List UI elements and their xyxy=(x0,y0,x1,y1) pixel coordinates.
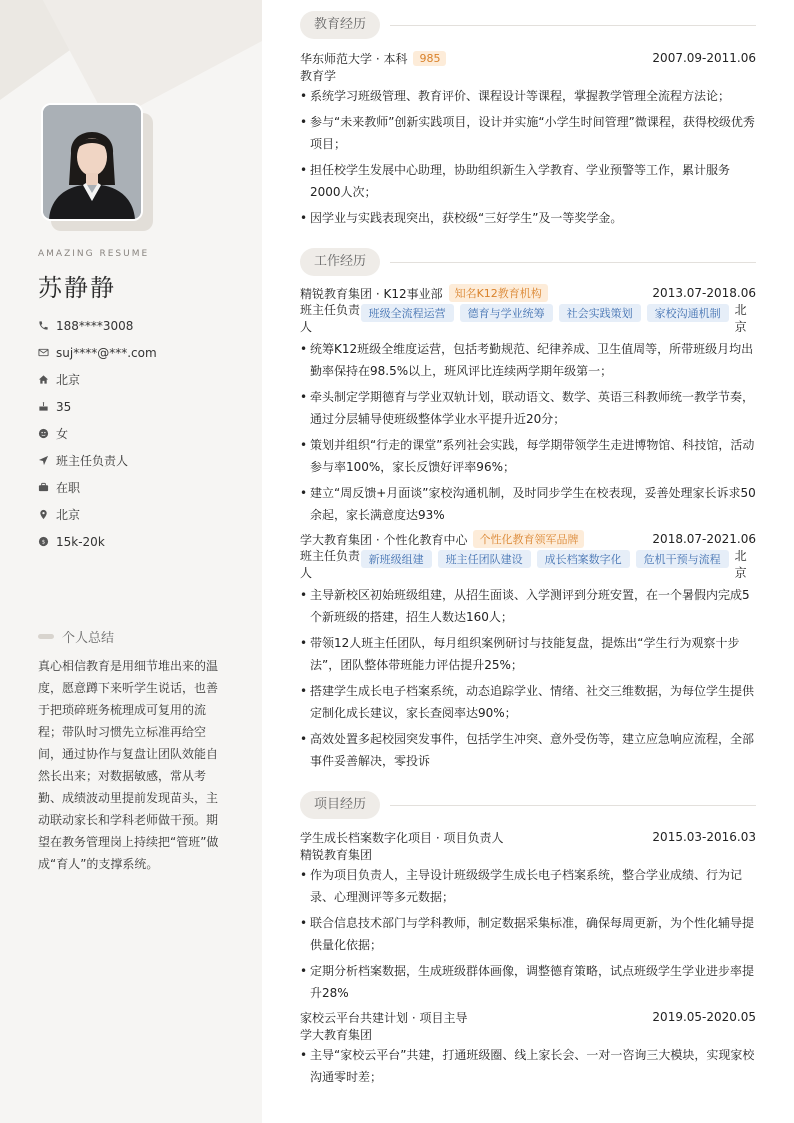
list-item: • 策划并组织“行走的课堂”系列社会实践，每学期带领学生走进博物馆、科技馆，活动参与率100%，家长反馈好评率96%； xyxy=(300,434,756,478)
list-item: • 主导新校区初始班级组建，从招生面谈、入学测评到分班安置，在一个暑假内完成5个新班级的搭建，招生人数达160人； xyxy=(300,584,756,628)
skill-tag: 新班级组建 xyxy=(361,550,432,568)
projects-section-header xyxy=(300,790,756,820)
job-bullets xyxy=(300,338,756,526)
project-org: 精锐教育集团 xyxy=(300,848,373,862)
skill-tag: 班主任团队建设 xyxy=(438,550,531,568)
info-age xyxy=(38,393,248,420)
info-position xyxy=(38,447,248,474)
project-bullets xyxy=(300,864,756,1004)
skill-tag: 社会实践策划 xyxy=(559,304,641,322)
sidebar xyxy=(0,0,262,1123)
info-city xyxy=(38,366,248,393)
job-dates: 2013.07-2018.06 xyxy=(652,286,756,300)
info-status-text: 在职 xyxy=(56,481,81,495)
project-dates: 2015.03-2016.03 xyxy=(652,830,756,844)
project-bullets xyxy=(300,1044,756,1088)
svg-text:$: $ xyxy=(41,539,46,546)
mail-icon xyxy=(38,347,56,358)
portrait-image xyxy=(43,105,141,219)
job-role: 班主任负责人 xyxy=(300,549,361,580)
list-item: • 因学业与实践表现突出，获校级“三好学生”及一等奖学金。 xyxy=(300,207,756,229)
info-position-text: 班主任负责人 xyxy=(56,454,129,468)
job-entry-2 xyxy=(300,530,756,776)
skill-tag: 危机干预与流程 xyxy=(636,550,729,568)
company-badge: 个性化教育领军品牌 xyxy=(473,530,584,548)
info-age-text: 35 xyxy=(56,399,72,414)
info-salary-text: 15k-20k xyxy=(56,534,105,549)
education-dates: 2007.09-2011.06 xyxy=(652,51,756,65)
list-item: • 担任校学生发展中心助理，协助组织新生入学教育、学业预警等工作，累计服务2000人次； xyxy=(300,159,756,203)
skill-tag: 德育与学业统筹 xyxy=(460,304,553,322)
phone-icon xyxy=(38,320,56,331)
summary-text: 真心相信教育是用细节堆出来的温度，愿意蹲下来听学生说话，也善于把琐碎班务梳理成可复用的流程；带队时习惯先立标准再给空间，通过协作与复盘让团队效能自然长出来；对数据敏感，常从考勤、成绩波动里提前发现苗头，主动联动家长和学科老师做干预。期望在教务管理岗上持续把“管班”做成“育人”的支撑系统。 xyxy=(38,659,219,871)
info-phone xyxy=(38,312,248,339)
list-item: • 定期分析档案数据，生成班级群体画像，调整德育策略，试点班级学生学业进步率提升28% xyxy=(300,960,756,1004)
info-phone-text: 188****3008 xyxy=(56,318,134,333)
education-section-title: 教育经历 xyxy=(300,11,380,39)
list-item: • 带领12人班主任团队，每月组织案例研讨与技能复盘，提炼出“学生行为观察十步法”，团队整体带班能力评估提升25%； xyxy=(300,632,756,676)
project-entry-2 xyxy=(300,1008,756,1092)
info-gender-text: 女 xyxy=(56,427,69,441)
home-icon xyxy=(38,374,56,385)
job-bullets xyxy=(300,584,756,772)
summary-title: 个人总结 xyxy=(62,631,115,646)
list-item: • 主导“家校云平台”共建，打通班级圈、线上家长会、一对一咨询三大模块，实现家校沟通零时差； xyxy=(300,1044,756,1088)
info-gender xyxy=(38,420,248,447)
project-entry-1 xyxy=(300,828,756,1008)
briefcase-icon xyxy=(38,482,56,493)
cake-icon xyxy=(38,401,56,412)
salary-icon xyxy=(38,536,56,547)
skill-tags xyxy=(361,548,735,568)
location-pin-icon xyxy=(38,509,56,520)
education-bullets xyxy=(300,85,756,229)
job-entry-1 xyxy=(300,284,756,530)
job-role: 班主任负责人 xyxy=(300,303,361,334)
gender-icon xyxy=(38,428,56,439)
info-email xyxy=(38,339,248,366)
list-item: • 参与“未来教师”创新实践项目，设计并实施“小学生时间管理”微课程，获得校级优秀项目； xyxy=(300,111,756,155)
project-dates: 2019.05-2020.05 xyxy=(652,1010,756,1024)
projects-section-title: 项目经历 xyxy=(300,791,380,819)
work-section-title: 工作经历 xyxy=(300,248,380,276)
info-email-text: suj****@***.com xyxy=(56,345,157,360)
education-section-header xyxy=(300,10,756,40)
info-target-city-text: 北京 xyxy=(56,508,81,522)
education-entry xyxy=(300,49,756,233)
job-dates: 2018.07-2021.06 xyxy=(652,532,756,546)
info-salary xyxy=(38,528,248,555)
company-name: 学大教育集团 · 个性化教育中心 xyxy=(300,532,468,547)
skill-tag: 班级全流程运营 xyxy=(361,304,454,322)
list-item: • 建立“周反馈+月面谈”家校沟通机制，及时同步学生在校表现，妥善处理家长诉求50余起，家长满意度达93% xyxy=(300,482,756,526)
job-location: 北京 xyxy=(734,549,747,580)
major: 教育学 xyxy=(300,69,337,83)
info-target-city xyxy=(38,501,248,528)
list-item: • 作为项目负责人，主导设计班级级学生成长电子档案系统，整合学业成绩、行为记录、心理测评等多元数据； xyxy=(300,864,756,908)
candidate-name: 苏静静 xyxy=(38,274,116,302)
company-name: 精锐教育集团 · K12事业部 xyxy=(300,286,443,301)
list-item: • 搭建学生成长电子档案系统，动态追踪学业、情绪、社交三维数据，为每位学生提供定制化成长建议，家长查阅率达90%； xyxy=(300,680,756,724)
list-item: • 牵头制定学期德育与学业双轨计划，联动语文、数学、英语三科教师统一教学节奏，通过分层辅导使班级整体学业水平提升近20分； xyxy=(300,386,756,430)
list-item: • 统筹K12班级全维度运营，包括考勤规范、纪律养成、卫生值周等，所带班级月均出勤率保持在98.5%以上，班风评比连续两学期年级第一； xyxy=(300,338,756,382)
project-name: 家校云平台共建计划 · 项目主导 xyxy=(300,1010,468,1025)
skill-tag: 成长档案数字化 xyxy=(537,550,630,568)
profile-photo-frame xyxy=(41,103,143,221)
profile-photo xyxy=(41,103,143,221)
list-item: • 系统学习班级管理、教育评价、课程设计等课程，掌握教学管理全流程方法论； xyxy=(300,85,756,107)
skill-tags xyxy=(361,302,735,322)
info-city-text: 北京 xyxy=(56,373,81,387)
list-item: • 联合信息技术部门与学科教师，制定数据采集标准，确保每周更新，为个性化辅导提供量化依据； xyxy=(300,912,756,956)
company-badge: 知名K12教育机构 xyxy=(449,284,548,302)
job-location: 北京 xyxy=(734,303,747,334)
school-name: 华东师范大学 · 本科 xyxy=(300,51,408,66)
heading-marker xyxy=(38,634,54,639)
work-section-header xyxy=(300,247,756,277)
contact-info-list xyxy=(38,312,248,555)
project-name: 学生成长档案数字化项目 · 项目负责人 xyxy=(300,830,504,845)
skill-tag: 家校沟通机制 xyxy=(647,304,729,322)
summary-heading xyxy=(38,627,114,646)
list-item: • 高效处置多起校园突发事件，包括学生冲突、意外受伤等，建立应急响应流程，全部事件妥善解决，零投诉 xyxy=(300,728,756,772)
project-org: 学大教育集团 xyxy=(300,1028,373,1042)
section-divider xyxy=(390,262,756,263)
section-divider xyxy=(390,25,756,26)
send-icon xyxy=(38,455,56,466)
section-divider xyxy=(390,805,756,806)
info-status xyxy=(38,474,248,501)
school-badge: 985 xyxy=(413,51,446,66)
resume-tagline: AMAZING RESUME xyxy=(38,249,150,259)
